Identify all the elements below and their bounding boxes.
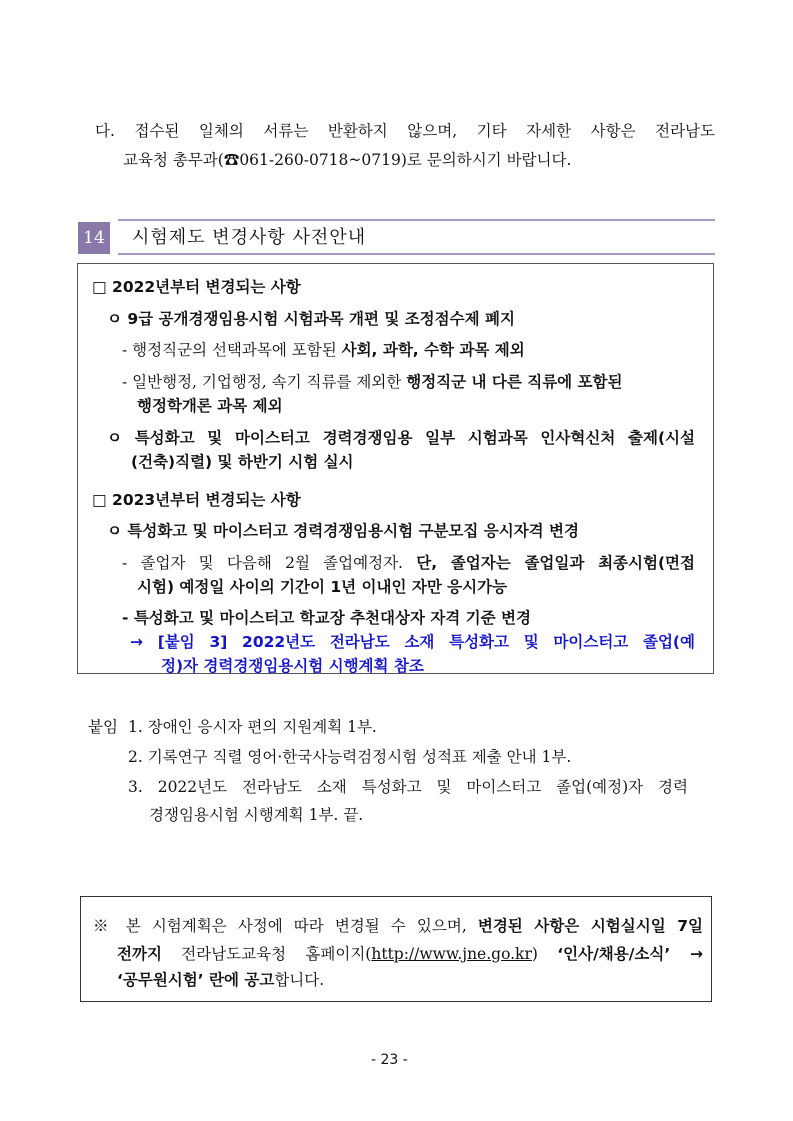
item-eligibility-change: ㅇ 특성화고 및 마이스터고 경력경쟁임용시험 구분모집 응시자격 변경 xyxy=(107,522,579,540)
detail-subject-exclusion-text: - 행정직군의 선택과목에 포함된 xyxy=(122,341,342,359)
item-specialized-school-exam: ㅇ 특성화고 및 마이스터고 경력경쟁임용 일부 시험과목 인사혁신처 출제(시설 xyxy=(107,429,695,447)
heading-2023: □ 2023년부터 변경되는 사항 xyxy=(92,491,301,509)
notice-line-2-bold: 전까지 xyxy=(117,945,162,963)
detail-public-admin xyxy=(122,372,622,392)
notice-line-3-text: 합니다. xyxy=(274,971,325,989)
detail-public-admin-text: - 일반행정, 기업행정, 속기 직류를 제외한 xyxy=(122,373,407,391)
attachments-label: 붙임 xyxy=(88,718,118,736)
detail-subject-exclusion xyxy=(122,340,525,360)
heading-2022: □ 2022년부터 변경되는 사항 xyxy=(92,278,301,296)
notice-line-1 xyxy=(93,916,703,936)
intro-line-1: 다. 접수된 일체의 서류는 반환하지 않으며, 기타 자세한 사항은 전라남도 xyxy=(95,122,715,140)
notice-line-2-text: 전라남도교육청 홈페이지( xyxy=(161,945,372,963)
detail-public-admin-bold: 행정직군 내 다른 직류에 포함된 xyxy=(406,373,623,391)
section-bottom-rule xyxy=(118,253,715,255)
attachment-3: 3. 2022년도 전라남도 소재 특성화고 및 마이스터고 졸업(예정)자 경력 xyxy=(128,778,688,796)
page-number: - 23 - xyxy=(371,1052,408,1068)
intro-line-2: 교육청 총무과(☎061-260-0718~0719)로 문의하시기 바랍니다. xyxy=(123,151,572,169)
attachment-3-cont: 경쟁임용시험 시행계획 1부. 끝. xyxy=(149,806,364,824)
section-top-rule xyxy=(118,219,715,221)
notice-line-1-text: ※ 본 시험계획은 사정에 따라 변경될 수 있으며, xyxy=(93,917,478,935)
detail-principal-recommend: - 특성화고 및 마이스터고 학교장 추천대상자 자격 기준 변경 xyxy=(122,609,531,627)
detail-graduate-cont: 시험) 예정일 사이의 기간이 1년 이내인 자만 응시가능 xyxy=(137,578,508,596)
attachment-2: 2. 기록연구 직렬 영어·한국사능력검정시험 성적표 제출 안내 1부. xyxy=(128,748,572,766)
reference-attachment-3: → [붙임 3] 2022년도 전라남도 소재 특성화고 및 마이스터고 졸업(예 xyxy=(130,633,695,651)
reference-attachment-3-cont: 정)자 경력경쟁임용시험 시행계획 참조 xyxy=(161,657,424,675)
detail-public-admin-cont: 행정학개론 과목 제외 xyxy=(137,397,283,415)
notice-line-3 xyxy=(117,970,324,990)
notice-line-1-bold: 변경된 사항은 시험실시일 7일 xyxy=(477,917,704,935)
attachment-1: 1. 장애인 응시자 편의 지원계획 1부. xyxy=(128,718,377,736)
item-9급-exam-reform: ㅇ 9급 공개경쟁임용시험 시험과목 개편 및 조정점수제 폐지 xyxy=(107,310,515,328)
detail-graduate xyxy=(122,553,695,573)
section-number-badge: 14 xyxy=(78,222,110,254)
notice-line-2 xyxy=(117,944,703,964)
detail-graduate-text: - 졸업자 및 다음해 2월 졸업예정자. xyxy=(122,554,417,572)
detail-subject-exclusion-bold: 사회, 과학, 수학 과목 제외 xyxy=(341,341,525,359)
homepage-link[interactable]: http://www.jne.go.kr xyxy=(371,945,532,963)
notice-line-2-close: ) xyxy=(531,945,558,963)
section-title: 시험제도 변경사항 사전안내 xyxy=(132,227,367,248)
notice-line-2-menu-path: ‘인사/채용/소식’ → xyxy=(557,945,703,963)
item-specialized-school-exam-cont: (건축)직렬) 및 하반기 시험 실시 xyxy=(131,453,354,471)
notice-line-3-bold: ‘공무원시험’ 란에 공고 xyxy=(117,971,275,989)
detail-graduate-bold: 단, 졸업자는 졸업일과 최종시험(면접 xyxy=(416,554,695,572)
